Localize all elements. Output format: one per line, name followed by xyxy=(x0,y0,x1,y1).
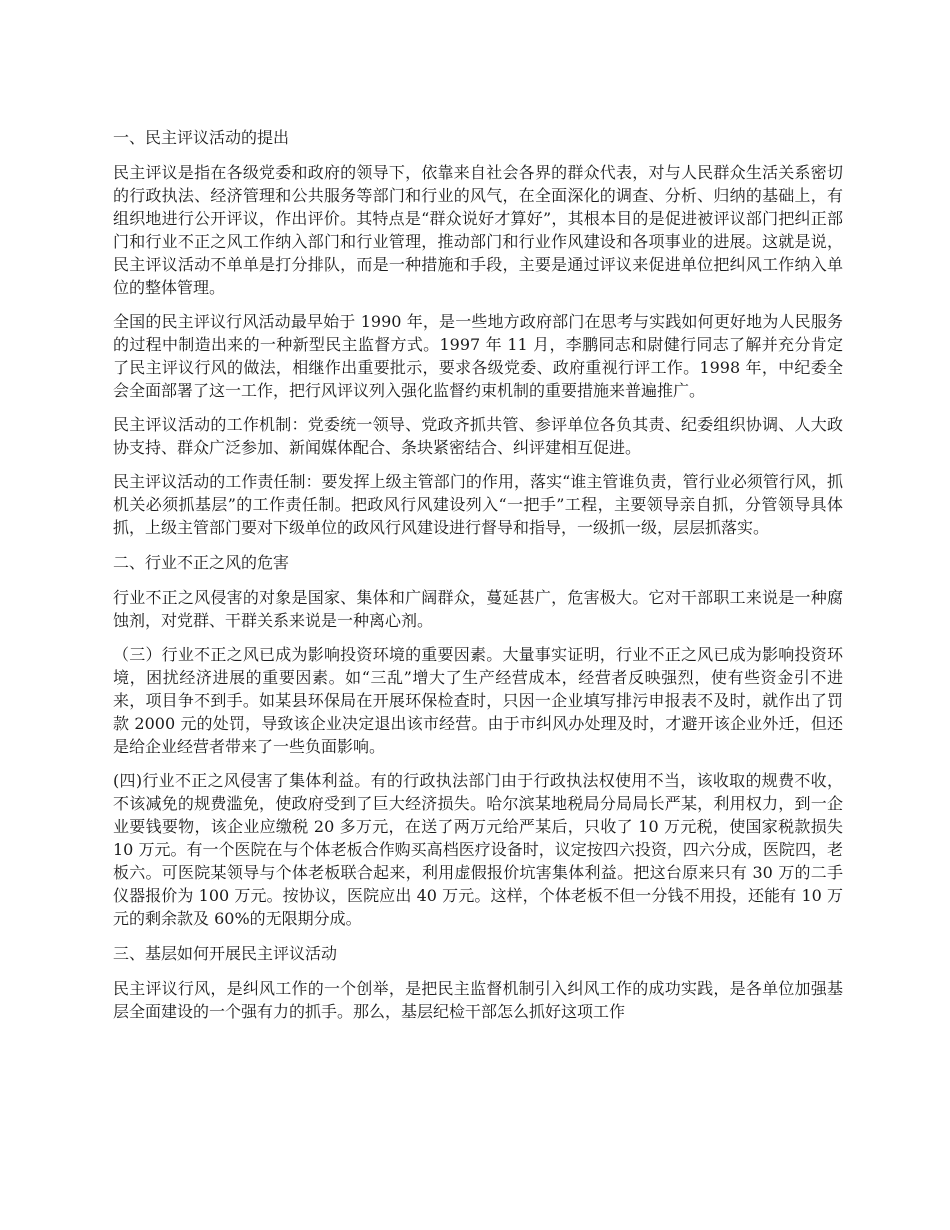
paragraph: (四)行业不正之风侵害了集体利益。有的行政执法部门由于行政执法权使用不当，该收取的规费不收，不该减免的规费滥免，使政府受到了巨大经济损失。哈尔滨某地税局分局局长严某，利用权力，到一企业要钱要物，该企业应缴税 20 多万元，在送了两万元给严某后，只收了 10 万元税，使国家税款损失 10 万元。有一个医院在与个体老板合作购买高档医疗设备时，议定按四六投资，四六分成，医院四，老板六。可医院某领导与个体老板联合起来，利用虚假报价坑害集体利益。把这台原来只有 30 万的二手仪器报价为 100 万元。按协议，医院应出 40 万元。这样，个体老板不但一分钱不用投，还能有 10 万元的剩余款及 60%的无限期分成。 xyxy=(113,771,843,928)
document-page xyxy=(113,125,843,1034)
paragraph: 民主评议是指在各级党委和政府的领导下，依靠来自社会各界的群众代表，对与人民群众生活关系密切的行政执法、经济管理和公共服务等部门和行业的风气，在全面深化的调查、分析、归纳的基础上，有组织地进行公开评议，作出评价。其特点是“群众说好才算好”，其根本目的是促进被评议部门把纠正部门和行业不正之风工作纳入部门和行业管理，推动部门和行业作风建设和各项事业的进展。这就是说，民主评议活动不单单是打分排队，而是一种措施和手段，主要是通过评议来促进单位把纠风工作纳入单位的整体管理。 xyxy=(113,163,843,297)
section-heading-2: 二、行业不正之风的危害 xyxy=(113,553,290,572)
section-heading-1: 一、民主评议活动的提出 xyxy=(113,128,290,147)
paragraph: 民主评议活动的工作责任制：要发挥上级主管部门的作用，落实“谁主管谁负责，管行业必须管行风，抓机关必须抓基层”的工作责任制。把政风行风建设列入“一把手”工程，主要领导亲自抓，分管领导具体抓，上级主管部门要对下级单位的政风行风建设进行督导和指导，一级抓一级，层层抓落实。 xyxy=(113,472,843,537)
section-heading-3: 三、基层如何开展民主评议活动 xyxy=(113,944,338,963)
paragraph: 民主评议行风，是纠风工作的一个创举，是把民主监督机制引入纠风工作的成功实践，是各单位加强基层全面建设的一个强有力的抓手。那么，基层纪检干部怎么抓好这项工作 xyxy=(113,979,843,1021)
paragraph: 全国的民主评议行风活动最早始于 1990 年，是一些地方政府部门在思考与实践如何更好地为人民服务的过程中制造出来的一种新型民主监督方式。1997 年 11 月，李鹏同志和尉健行同志了解并充分肯定了民主评议行风的做法，相继作出重要批示，要求各级党委、政府重视行评工作。1998 年，中纪委全会全面部署了这一工作，把行风评议列入强化监督约束机制的重要措施来普遍推广。 xyxy=(113,312,843,400)
paragraph: 民主评议活动的工作机制：党委统一领导、党政齐抓共管、参评单位各负其责、纪委组织协调、人大政协支持、群众广泛参加、新闻媒体配合、条块紧密结合、纠评建相互促进。 xyxy=(113,415,843,457)
paragraph: 行业不正之风侵害的对象是国家、集体和广阔群众，蔓延甚广，危害极大。它对干部职工来说是一种腐蚀剂，对党群、干群关系来说是一种离心剂。 xyxy=(113,588,843,630)
paragraph: （三）行业不正之风已成为影响投资环境的重要因素。大量事实证明，行业不正之风已成为影响投资环境，困扰经济进展的重要因素。如“三乱”增大了生产经营成本，经营者反映强烈，使有些资金引不进来，项目争不到手。如某县环保局在开展环保检查时，只因一企业填写排污申报表不及时，就作出了罚款 2000 元的处罚，导致该企业决定退出该市经营。由于市纠风办处理及时，才避开该企业外迁，但还是给企业经营者带来了一些负面影响。 xyxy=(113,645,843,756)
